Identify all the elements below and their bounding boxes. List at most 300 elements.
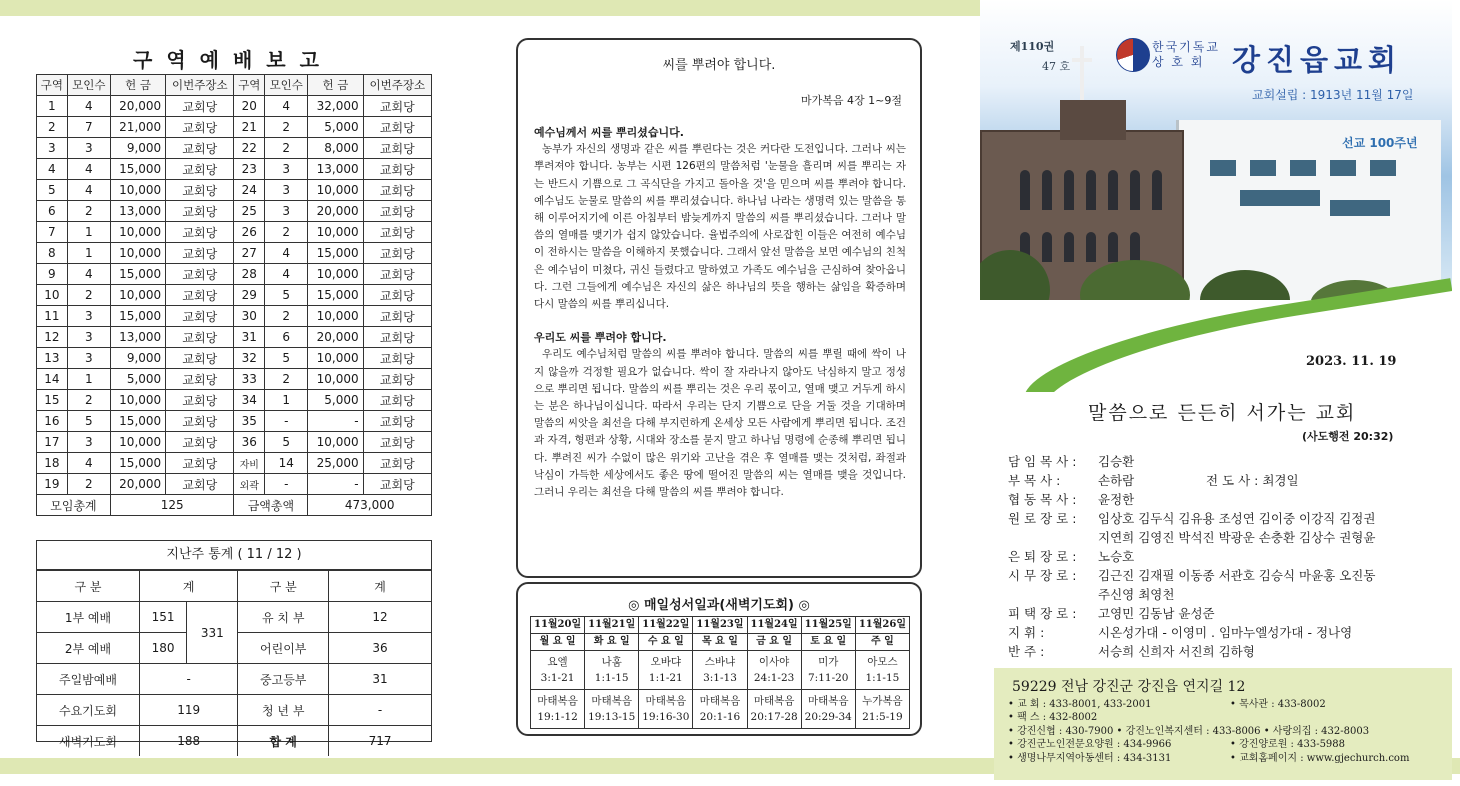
motto-verse: (사도행전 20:32) <box>1302 430 1394 443</box>
report-cell: 20,000 <box>110 474 165 495</box>
stats-value: 151 <box>139 602 186 633</box>
report-cell: 2 <box>265 306 308 327</box>
report-cell: 32 <box>234 348 265 369</box>
church-motto: 말씀으로 든든히 서가는 교회 <box>1088 402 1357 424</box>
report-cell: 31 <box>234 327 265 348</box>
report-cell: 2 <box>265 369 308 390</box>
top-green-band <box>0 0 980 16</box>
arched-window <box>1042 232 1052 262</box>
report-cell: 3 <box>67 348 110 369</box>
report-cell: 3 <box>67 327 110 348</box>
staff-extra: 전 도 사 : 최경일 <box>1206 473 1299 488</box>
report-cell: 10,000 <box>110 180 165 201</box>
church-tower <box>1060 100 1126 140</box>
report-cell: 29 <box>234 285 265 306</box>
staff-row <box>1008 566 1438 585</box>
report-cell: 교회당 <box>166 348 234 369</box>
sermon-title: 씨를 뿌려야 합니다. <box>662 58 776 73</box>
sermon-paragraph: 농부가 자신의 생명과 같은 씨를 뿌린다는 것은 커다란 도전입니다. 그러나 씨는 뿌려져야 합니다. 농부는 시편 126편의 말씀처럼 '눈물을 흘리며 씨를 뿌리는 자는 반드시 기쁨으로 그 곡식단을 가지고 돌아올 것'을 믿으며 씨를 뿌려야 합니다. 예수님도 눈물로 말씀의 씨를 뿌리셨습니다. 하나님 나라는 생명력 있는 말씀을 통해 이루어지기에 이른 아침부터 밤늦게까지 말씀의 씨를 뿌리셨습니다. 그러나 말씀의 열매를 맺기가 쉽지 않았습니다. 율법주의에 사로잡힌 이들은 여전히 예수님이 전하시는 말씀을 이해하지 못했습니다. 그래서 앞선 말씀을 보면 예수님의 친척은 예수님이 미쳤다, 귀신 들렸다고 말하였고 가족도 예수님을 근심하여 찾아옵니다. 그런 그들에게 예수님은 자신의 삶은 하나님의 뜻을 행하는 삶임을 확증하며 다시 말씀의 씨를 뿌리십니다. <box>534 143 906 311</box>
report-cell: 24 <box>234 180 265 201</box>
report-cell: 교회당 <box>166 306 234 327</box>
staff-role: 피 택 장 로 : <box>1008 606 1077 621</box>
report-cell: 교회당 <box>363 306 431 327</box>
report-cell: 10,000 <box>110 390 165 411</box>
report-cell: 35 <box>234 411 265 432</box>
report-cell: 3 <box>67 306 110 327</box>
daily-reading-cell: 나훔 <box>585 651 639 671</box>
report-cell: 9,000 <box>110 138 165 159</box>
report-cell: - <box>308 411 363 432</box>
report-cell: 교회당 <box>166 96 234 117</box>
staff-row <box>1008 490 1438 509</box>
stats-label: 수요기도회 <box>37 695 139 726</box>
report-cell: 교회당 <box>166 285 234 306</box>
daily-reading-cell: 7:11-20 <box>801 670 855 690</box>
report-cell: 13,000 <box>110 201 165 222</box>
report-column-header: 헌 금 <box>308 75 363 96</box>
daily-reading-cell: 이사야 <box>747 651 801 671</box>
sermon-heading: 우리도 씨를 뿌려야 합니다. <box>534 331 667 345</box>
report-cell: 3 <box>67 432 110 453</box>
report-cell: 15,000 <box>110 264 165 285</box>
report-row <box>37 348 432 369</box>
contact-row <box>1008 752 1448 765</box>
daily-reading-cell: 마태복음 <box>639 690 693 710</box>
report-cell: 10,000 <box>308 306 363 327</box>
report-cell: 교회당 <box>166 117 234 138</box>
report-cell: 교회당 <box>363 327 431 348</box>
report-cell: 10,000 <box>308 222 363 243</box>
report-cell: 5,000 <box>110 369 165 390</box>
report-row <box>37 453 432 474</box>
report-cell: 20 <box>234 96 265 117</box>
report-cell: 외곽 <box>234 474 265 495</box>
report-row <box>37 390 432 411</box>
daily-reading-cell: 21:5-19 <box>855 709 909 729</box>
daily-date-cell: 월 요 일 <box>531 634 585 651</box>
daily-reading-cell: 아모스 <box>855 651 909 671</box>
report-cell: 14 <box>265 453 308 474</box>
daily-reading-cell: 마태복음 <box>801 690 855 710</box>
daily-date-cell: 11월22일 <box>639 617 693 634</box>
report-cell: 15,000 <box>308 243 363 264</box>
report-cell: 15,000 <box>110 159 165 180</box>
daily-row <box>531 670 910 690</box>
daily-reading-cell: 마태복음 <box>531 690 585 710</box>
report-cell: 13,000 <box>110 327 165 348</box>
report-cell: 교회당 <box>166 411 234 432</box>
report-cell: 5 <box>67 411 110 432</box>
report-cell: 20,000 <box>110 96 165 117</box>
staff-role: 반 주 : <box>1008 644 1045 659</box>
report-cell: 16 <box>37 411 68 432</box>
report-cell: 2 <box>67 201 110 222</box>
report-cell: 8 <box>37 243 68 264</box>
staff-row <box>1008 452 1438 471</box>
report-cell: 3 <box>37 138 68 159</box>
stats-h4: 계 <box>329 571 431 602</box>
stats-label: 청 년 부 <box>238 695 329 726</box>
report-cell: 교회당 <box>363 180 431 201</box>
contact-item: • 강진군노인전문요양원 : 434-9966 <box>1008 739 1172 751</box>
stats-value: 717 <box>329 726 431 757</box>
report-cell: 4 <box>67 264 110 285</box>
report-cell: 32,000 <box>308 96 363 117</box>
report-cell: 1 <box>265 390 308 411</box>
report-cell: 2 <box>265 222 308 243</box>
stats-combined: 331 <box>187 602 238 664</box>
report-cell: 22 <box>234 138 265 159</box>
stats-row <box>37 726 431 757</box>
report-cell: 11 <box>37 306 68 327</box>
report-column-header: 모인수 <box>67 75 110 96</box>
staff-names: 노승호 <box>1098 549 1135 564</box>
contact-item: • 강진신협 : 430-7900 • 강진노인복지센터 : 433-8006 • 사랑의집 : 432-8003 <box>1008 725 1370 737</box>
report-cell: 4 <box>67 180 110 201</box>
report-row <box>37 285 432 306</box>
stats-label: 유 치 부 <box>238 602 329 633</box>
daily-reading-cell: 1:1-15 <box>855 670 909 690</box>
report-row <box>37 432 432 453</box>
report-cell: 20,000 <box>308 327 363 348</box>
report-cell: - <box>308 474 363 495</box>
report-cell: 교회당 <box>363 390 431 411</box>
daily-date-cell: 11월25일 <box>801 617 855 634</box>
daily-bible-box <box>516 582 922 736</box>
report-cell: 12 <box>37 327 68 348</box>
report-cell: 1 <box>67 369 110 390</box>
report-cell: 6 <box>37 201 68 222</box>
report-cell: 교회당 <box>166 159 234 180</box>
report-cell: 자비 <box>234 453 265 474</box>
report-column-header: 이번주장소 <box>363 75 431 96</box>
staff-names: 주신영 최영천 <box>1098 587 1175 602</box>
issue-number: 47 호 <box>1042 60 1071 73</box>
report-cell: 교회당 <box>363 117 431 138</box>
report-cell: 교회당 <box>166 180 234 201</box>
report-cell: 9 <box>37 264 68 285</box>
sermon-paragraph: 우리도 예수님처럼 말씀의 씨를 뿌려야 합니다. 말씀의 씨를 뿌릴 때에 싹이 나지 않을까 걱정할 필요가 없습니다. 싹이 잘 자라나지 않아도 낙심하지 말고 정성으로 뿌리면 됩니다. 말씀의 씨를 뿌리는 것은 우리 몫이고, 열매 맺고 거두게 하시는 분은 하나님이십니다. 따라서 우리는 단지 기쁨으로 단을 거둘 것을 기대하며 말씀의 씨앗을 최선을 다해 부지런하게 온세상 모든 사람에게 뿌리면 됩니다. 조건과 자격, 형편과 상황, 시대와 장소를 묻지 말고 하나님 명령에 순종해 뿌리면 됩니다. 뿌려진 씨가 수없이 많은 위기와 고난을 겪은 후 열매를 맺는 것처럼, 좌절과 낙심이 가득한 세상에서도 좋은 땅에 떨어진 말씀의 씨는 열매를 맺을 것입니다. 그러니 우리는 최선을 다해 말씀의 씨를 뿌려야 합니다. <box>534 348 906 499</box>
report-cell: 4 <box>37 159 68 180</box>
report-column-header: 헌 금 <box>110 75 165 96</box>
stats-value: 12 <box>329 602 431 633</box>
stats-label: 주일밤예배 <box>37 664 139 695</box>
daily-title: ◎ 매일성서일과(새벽기도회) ◎ <box>628 598 810 613</box>
contact-row <box>1008 725 1448 738</box>
cross-icon <box>1080 46 1084 100</box>
report-row <box>37 411 432 432</box>
report-cell: 28 <box>234 264 265 285</box>
stats-h2: 계 <box>139 571 237 602</box>
report-cell: 교회당 <box>166 327 234 348</box>
stats-label: 2부 예배 <box>37 633 139 664</box>
report-total-row <box>37 495 432 516</box>
report-cell: 26 <box>234 222 265 243</box>
stats-value: - <box>139 664 237 695</box>
sermon-box <box>516 38 922 578</box>
stats-value: 180 <box>139 633 186 664</box>
staff-list <box>1008 452 1438 661</box>
report-cell: 27 <box>234 243 265 264</box>
arched-window <box>1064 170 1074 210</box>
contact-list <box>1008 698 1448 765</box>
report-cell: 19 <box>37 474 68 495</box>
staff-names: 지연희 김영진 박석진 박광운 손충환 김상수 권형윤 <box>1098 530 1376 545</box>
arched-window <box>1152 170 1162 210</box>
daily-row <box>531 617 910 634</box>
daily-date-cell: 주 일 <box>855 634 909 651</box>
report-row <box>37 264 432 285</box>
daily-reading-cell: 스바냐 <box>693 651 747 671</box>
arched-window <box>1086 170 1096 210</box>
stats-row <box>37 602 431 633</box>
report-row <box>37 306 432 327</box>
report-row <box>37 369 432 390</box>
daily-table <box>530 616 910 729</box>
window <box>1290 160 1316 176</box>
report-cell: 10,000 <box>308 369 363 390</box>
report-cell: 10,000 <box>110 432 165 453</box>
daily-date-cell: 화 요 일 <box>585 634 639 651</box>
report-cell: 5 <box>265 432 308 453</box>
contact-footer <box>994 668 1452 780</box>
staff-names: 윤정한 <box>1098 492 1135 507</box>
report-cell: - <box>265 474 308 495</box>
arched-window <box>1064 232 1074 262</box>
report-title: 구역예배보고 <box>133 48 333 72</box>
report-cell: 33 <box>234 369 265 390</box>
stats-title: 지난주 통계 ( 11 / 12 ) <box>37 541 431 570</box>
daily-date-cell: 금 요 일 <box>747 634 801 651</box>
staff-role: 부 목 사 : <box>1008 473 1061 488</box>
report-cell: 34 <box>234 390 265 411</box>
contact-item: • 목사관 : 433-8002 <box>1230 699 1326 710</box>
daily-reading-cell: 누가복음 <box>855 690 909 710</box>
report-cell: 2 <box>265 117 308 138</box>
report-cell: 4 <box>67 96 110 117</box>
report-cell: 7 <box>37 222 68 243</box>
report-cell: 5,000 <box>308 390 363 411</box>
window <box>1330 200 1390 216</box>
window <box>1330 160 1356 176</box>
report-cell: 10,000 <box>308 432 363 453</box>
daily-date-cell: 수 요 일 <box>639 634 693 651</box>
contact-row <box>1008 738 1448 751</box>
contact-item: • 강진양로원 : 433-5988 <box>1230 739 1346 751</box>
report-row <box>37 96 432 117</box>
daily-reading-cell: 19:1-12 <box>531 709 585 729</box>
report-cell: 교회당 <box>363 285 431 306</box>
report-cell: 교회당 <box>166 453 234 474</box>
stats-label: 어린이부 <box>238 633 329 664</box>
report-row <box>37 138 432 159</box>
report-cell: 교회당 <box>166 243 234 264</box>
report-cell: 18 <box>37 453 68 474</box>
report-cell: 교회당 <box>166 201 234 222</box>
report-cell: 1 <box>37 96 68 117</box>
contact-row <box>1008 711 1448 724</box>
report-row <box>37 117 432 138</box>
report-cell: 25,000 <box>308 453 363 474</box>
contact-item: • 팩 스 : 432-8002 <box>1008 712 1098 724</box>
report-cell: 교회당 <box>166 432 234 453</box>
daily-row <box>531 690 910 710</box>
report-cell: 2 <box>37 117 68 138</box>
report-cell: 17 <box>37 432 68 453</box>
report-cell: 10,000 <box>110 285 165 306</box>
church-name: 강진읍교회 <box>1232 43 1403 77</box>
report-cell: 10,000 <box>308 264 363 285</box>
daily-reading-cell: 요엘 <box>531 651 585 671</box>
stats-h1: 구 분 <box>37 571 139 602</box>
arched-window <box>1108 232 1118 262</box>
total-count: 125 <box>110 495 234 516</box>
staff-names: 손하람 <box>1098 473 1135 488</box>
stats-value: - <box>329 695 431 726</box>
window <box>1250 160 1276 176</box>
report-cell: 5 <box>265 348 308 369</box>
staff-row <box>1008 642 1438 661</box>
report-cell: 7 <box>67 117 110 138</box>
report-cell: 교회당 <box>166 222 234 243</box>
report-cell: 10,000 <box>308 348 363 369</box>
contact-item: • 교 회 : 433-8001, 433-2001 <box>1008 699 1152 710</box>
report-cell: 8,000 <box>308 138 363 159</box>
report-table <box>36 74 432 516</box>
daily-row <box>531 651 910 671</box>
report-cell: 13 <box>37 348 68 369</box>
stats-value: 188 <box>139 726 237 757</box>
report-cell: 13,000 <box>308 159 363 180</box>
report-cell: 4 <box>67 159 110 180</box>
amount-total: 473,000 <box>308 495 432 516</box>
staff-names: 임상호 김두식 김유용 조성연 김이중 이강직 김정권 <box>1098 511 1376 526</box>
daily-reading-cell: 20:17-28 <box>747 709 801 729</box>
report-cell: 10 <box>37 285 68 306</box>
daily-reading-cell: 24:1-23 <box>747 670 801 690</box>
stats-table <box>37 570 431 756</box>
report-column-header: 모인수 <box>265 75 308 96</box>
stats-h3: 구 분 <box>238 571 329 602</box>
daily-reading-cell: 마태복음 <box>585 690 639 710</box>
stats-label: 새벽기도회 <box>37 726 139 757</box>
daily-reading-cell: 미가 <box>801 651 855 671</box>
contact-item: • 생명나무지역아동센터 : 434-3131 <box>1008 752 1172 764</box>
report-cell: 3 <box>67 138 110 159</box>
daily-reading-cell: 1:1-15 <box>585 670 639 690</box>
staff-names: 시온성가대 - 이영미 . 임마누엘성가대 - 정나영 <box>1098 625 1353 640</box>
daily-reading-cell: 오바댜 <box>639 651 693 671</box>
report-cell: 23 <box>234 159 265 180</box>
report-cell: 10,000 <box>110 243 165 264</box>
contact-row <box>1008 698 1448 711</box>
report-cell: 3 <box>265 159 308 180</box>
staff-row <box>1008 471 1438 490</box>
report-cell: 1 <box>67 243 110 264</box>
report-header-row <box>37 75 432 96</box>
daily-date-cell: 11월20일 <box>531 617 585 634</box>
report-cell: 5 <box>265 285 308 306</box>
staff-row <box>1008 528 1438 547</box>
daily-reading-cell: 마태복음 <box>747 690 801 710</box>
report-cell: 15,000 <box>308 285 363 306</box>
report-column-header: 구역 <box>37 75 68 96</box>
arched-window <box>1042 170 1052 210</box>
report-cell: 교회당 <box>363 453 431 474</box>
total-label: 모임총계 <box>37 495 111 516</box>
report-column-header: 이번주장소 <box>166 75 234 96</box>
staff-role: 시 무 장 로 : <box>1008 568 1077 583</box>
report-cell: 10,000 <box>308 180 363 201</box>
staff-role: 은 퇴 장 로 : <box>1008 549 1077 564</box>
report-cell: 3 <box>265 201 308 222</box>
staff-role: 담 임 목 사 : <box>1008 454 1077 469</box>
report-cell: 5,000 <box>308 117 363 138</box>
report-cell: 25 <box>234 201 265 222</box>
report-row <box>37 222 432 243</box>
arched-window <box>1108 170 1118 210</box>
arched-window <box>1130 170 1140 210</box>
sermon-body <box>534 124 906 517</box>
cross-icon-bar <box>1072 58 1092 62</box>
daily-reading-cell: 20:1-16 <box>693 709 747 729</box>
stats-value: 119 <box>139 695 237 726</box>
staff-row <box>1008 585 1438 604</box>
staff-role: 원 로 장 로 : <box>1008 511 1077 526</box>
report-cell: 10,000 <box>110 222 165 243</box>
report-cell: 교회당 <box>363 96 431 117</box>
daily-reading-cell: 1:1-21 <box>639 670 693 690</box>
staff-row <box>1008 623 1438 642</box>
founded-date: 교회설립 : 1913년 11월 17일 <box>1252 88 1414 102</box>
staff-names: 김승환 <box>1098 454 1135 469</box>
stats-label: 1부 예배 <box>37 602 139 633</box>
report-cell: 교회당 <box>363 138 431 159</box>
report-cell: 교회당 <box>166 390 234 411</box>
report-cell: 교회당 <box>363 159 431 180</box>
window <box>1240 190 1320 206</box>
amount-label: 금액총액 <box>234 495 308 516</box>
report-cell: 교회당 <box>363 474 431 495</box>
volume-number: 제110권 <box>1010 40 1055 53</box>
report-column-header: 구역 <box>234 75 265 96</box>
report-cell: 교회당 <box>363 222 431 243</box>
staff-names: 김근진 김재필 이동종 서관호 김승식 마윤홍 오진동 <box>1098 568 1376 583</box>
daily-reading-cell: 3:1-21 <box>531 670 585 690</box>
stats-value: 31 <box>329 664 431 695</box>
report-row <box>37 327 432 348</box>
staff-names: 서승희 신희자 서진희 김하형 <box>1098 644 1255 659</box>
report-cell: 15,000 <box>110 453 165 474</box>
denomination-logo-icon <box>1116 38 1150 72</box>
report-row <box>37 159 432 180</box>
report-cell: 2 <box>67 390 110 411</box>
report-cell: 9,000 <box>110 348 165 369</box>
report-cell: 15,000 <box>110 411 165 432</box>
report-cell: 14 <box>37 369 68 390</box>
report-cell: 15 <box>37 390 68 411</box>
report-cell: 4 <box>67 453 110 474</box>
daily-date-cell: 11월21일 <box>585 617 639 634</box>
report-cell: 교회당 <box>166 138 234 159</box>
report-cell: 교회당 <box>363 243 431 264</box>
stats-row <box>37 664 431 695</box>
report-cell: 15,000 <box>110 306 165 327</box>
stats-header-row <box>37 571 431 602</box>
bulletin-date: 2023. 11. 19 <box>1306 354 1397 369</box>
staff-role: 협 동 목 사 : <box>1008 492 1077 507</box>
report-cell: 21 <box>234 117 265 138</box>
